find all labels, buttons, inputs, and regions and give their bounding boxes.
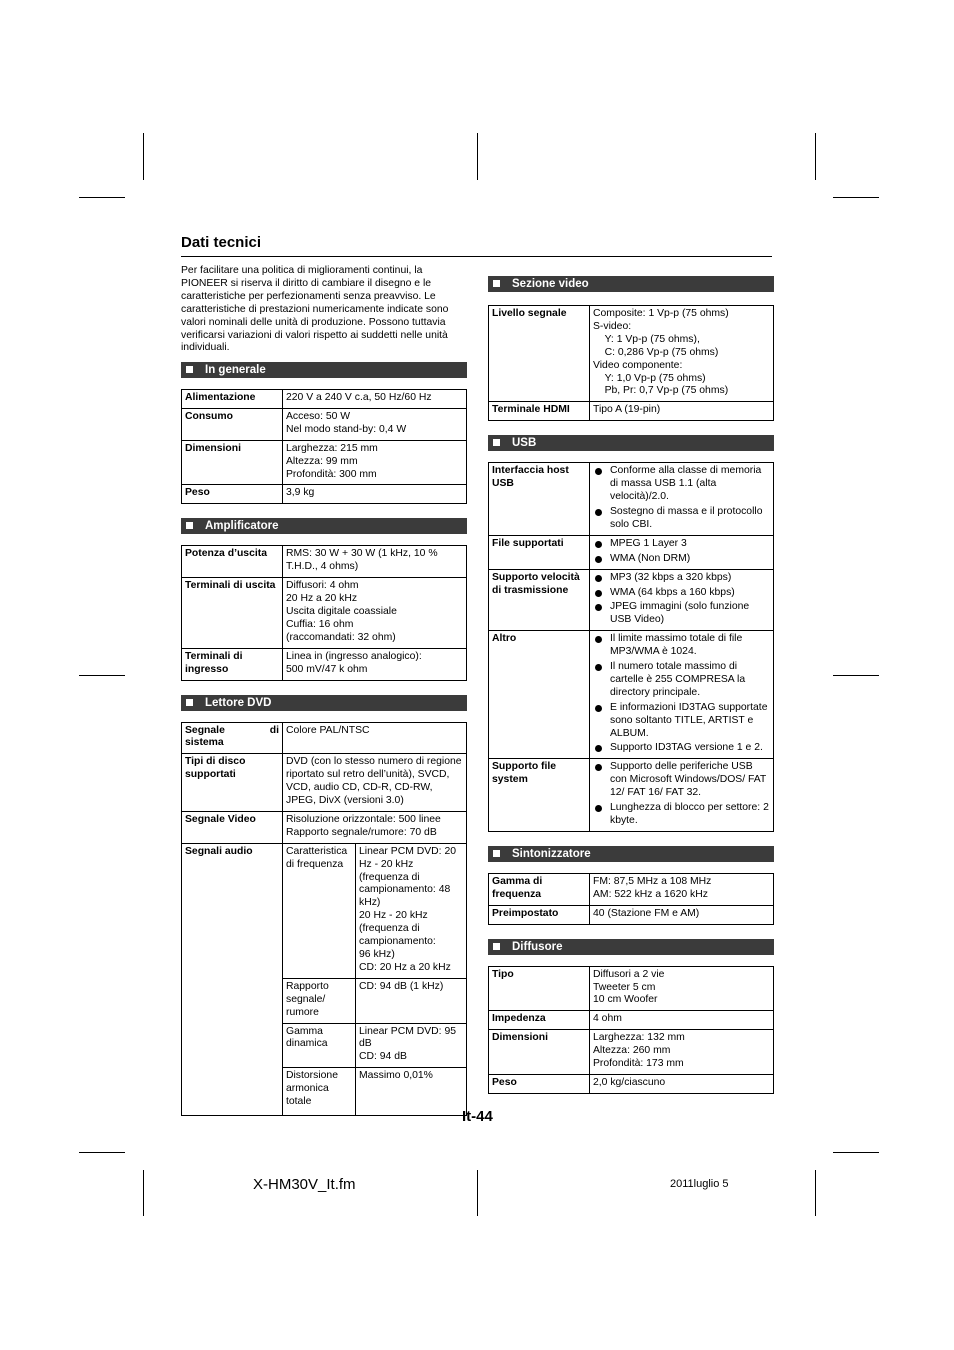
- crop-mark: [833, 675, 879, 676]
- table-row: Impedenza 4 ohm: [489, 1011, 774, 1030]
- bullet-list: [593, 538, 770, 566]
- list-item: Il limite massimo totale di file MP3/WMA è 1024.: [593, 633, 770, 659]
- list-item: MPEG 1 Layer 3: [593, 538, 770, 551]
- list-item: Lunghezza di blocco per settore: 2 kbyte.: [593, 802, 770, 828]
- section-heading-tuner: Sintonizzatore: [488, 846, 774, 862]
- bullet-list: [593, 465, 770, 532]
- table-row: File supportati MPEG 1 Layer 3 WMA (Non DRM): [489, 535, 774, 569]
- square-bullet-icon: [493, 850, 500, 857]
- section-heading-speaker: Diffusore: [488, 939, 774, 955]
- list-item: Il numero totale massimo di cartelle è 255 COMPRESA la directory principale.: [593, 661, 770, 700]
- square-bullet-icon: [493, 943, 500, 950]
- table-row: Terminale HDMI Tipo A (19-pin): [489, 402, 774, 421]
- right-column: [488, 276, 774, 1094]
- list-item: Supporto delle periferiche USB con Microsoft Windows/DOS/ FAT 12/ FAT 16/ FAT 32.: [593, 761, 770, 800]
- table-row: Tipo Diffusori a 2 vie Tweeter 5 cm 10 cm Woofer: [489, 966, 774, 1011]
- table-row: Consumo Acceso: 50 W Nel modo stand-by: 0,4 W: [182, 408, 467, 440]
- square-bullet-icon: [186, 699, 193, 706]
- table-row: Altro Il limite massimo totale di file MP3/WMA è 1024. Il numero totale massimo di cartelle è 255 COMPRESA la directory principale. E informazioni ID3TAG supportate sono soltanto TITLE, ARTIST e ALBUM. Supporto ID3TAG versione 1 e 2.: [489, 631, 774, 759]
- table-row: Rapporto segnale/ rumore CD: 94 dB (1 kHz): [182, 978, 467, 1023]
- table-row: Interfaccia host USB Conforme alla classe di memoria di massa USB 1.1 (alta velocità)/2.0. Sostegno di massa e il protocollo solo CBI.: [489, 463, 774, 536]
- section-heading-dvd: Lettore DVD: [181, 695, 467, 711]
- table-row: Terminali di ingresso Linea in (ingresso analogico): 500 mV/47 k ohm: [182, 648, 467, 680]
- table-row: Preimpostato 40 (Stazione FM e AM): [489, 905, 774, 924]
- title-rule: [181, 256, 772, 257]
- list-item: Conforme alla classe di memoria di massa USB 1.1 (alta velocità)/2.0.: [593, 465, 770, 504]
- table-row: Potenza d’uscita RMS: 30 W + 30 W (1 kHz, 10 % T.H.D., 4 ohms): [182, 546, 467, 578]
- crop-mark: [815, 1170, 816, 1216]
- crop-mark: [477, 133, 478, 180]
- table-row: Segnale Video Risoluzione orizzontale: 500 linee Rapporto segnale/rumore: 70 dB: [182, 811, 467, 843]
- general-spec-table: [181, 389, 467, 504]
- intro-paragraph: Per facilitare una politica di miglioramenti continui, la PIONEER si riserva il diritto di cambiare il disegno e le caratteristiche per perfezionamenti senza preavviso. Le caratteristiche di prestazioni numericamente indicate sono valori nominali delle unità di produzione. Possono tuttavia verificarsi variazioni di valori rispetto ai suddetti nelle unità individuali.: [181, 265, 449, 354]
- list-item: JPEG immagini (solo funzione USB Video): [593, 601, 770, 627]
- crop-mark: [815, 133, 816, 180]
- crop-mark: [833, 1152, 879, 1153]
- crop-mark: [477, 1170, 478, 1216]
- table-row: Segnali audio Caratteristica di frequenza Linear PCM DVD: 20 Hz - 20 kHz (frequenza di campionamento: 48 kHz) 20 Hz - 20 kHz (frequenza di campionamento: 96 kHz) CD: 20 Hz a 20 kHz: [182, 843, 467, 978]
- table-row: Distorsione armonica totale Massimo 0,01%: [182, 1068, 467, 1116]
- crop-mark: [833, 197, 879, 198]
- table-row: Peso 2,0 kg/ciascuno: [489, 1074, 774, 1093]
- list-item: WMA (64 kbps a 160 kbps): [593, 587, 770, 600]
- crop-mark: [143, 1170, 144, 1216]
- amplifier-spec-table: [181, 545, 467, 680]
- section-heading-video: Sezione video: [488, 276, 774, 292]
- section-heading-amplifier: Amplificatore: [181, 518, 467, 534]
- speaker-spec-table: [488, 966, 774, 1094]
- video-spec-table: [488, 305, 774, 421]
- section-heading-general: In generale: [181, 362, 467, 378]
- square-bullet-icon: [493, 439, 500, 446]
- table-row: Supporto velocità di trasmissione MP3 (32 kbps a 320 kbps) WMA (64 kbps a 160 kbps) JPEG immagini (solo funzione USB Video): [489, 569, 774, 631]
- table-row: Peso 3,9 kg: [182, 485, 467, 504]
- footer-filename: X-HM30V_It.fm: [253, 1176, 356, 1193]
- square-bullet-icon: [493, 280, 500, 287]
- left-column: [181, 362, 467, 1116]
- usb-spec-table: [488, 462, 774, 832]
- footer-date: 2011luglio 5: [670, 1178, 729, 1190]
- crop-mark: [79, 675, 125, 676]
- list-item: WMA (Non DRM): [593, 553, 770, 566]
- section-heading-usb: USB: [488, 435, 774, 451]
- list-item: E informazioni ID3TAG supportate sono soltanto TITLE, ARTIST e ALBUM.: [593, 702, 770, 741]
- table-row: Segnale di sistema Colore PAL/NTSC: [182, 722, 467, 754]
- table-row: Dimensioni Larghezza: 215 mm Altezza: 99 mm Profondità: 300 mm: [182, 440, 467, 485]
- crop-mark: [79, 197, 125, 198]
- bullet-list: [593, 761, 770, 828]
- table-row: Gamma di frequenza FM: 87,5 MHz a 108 MHz AM: 522 kHz a 1620 kHz: [489, 873, 774, 905]
- list-item: Supporto ID3TAG versione 1 e 2.: [593, 742, 770, 755]
- tuner-spec-table: [488, 873, 774, 925]
- square-bullet-icon: [186, 522, 193, 529]
- table-row: Supporto file system Supporto delle periferiche USB con Microsoft Windows/DOS/ FAT 12/ FAT 16/ FAT 32. Lunghezza di blocco per settore: 2 kbyte.: [489, 759, 774, 832]
- table-row: Tipi di disco supportati DVD (con lo stesso numero di regione riportato sul retro dell’unità), SVCD, VCD, audio CD, CD-R, CD-RW, JPEG, DivX (versioni 3.0): [182, 754, 467, 812]
- table-row: Dimensioni Larghezza: 132 mm Altezza: 260 mm Profondità: 173 mm: [489, 1030, 774, 1075]
- table-row: Terminali di uscita Diffusori: 4 ohm 20 Hz a 20 kHz Uscita digitale coassiale Cuffia: 16 ohm (raccomandati: 32 ohm): [182, 578, 467, 649]
- table-row: Livello segnale Composite: 1 Vp-p (75 ohms) S-video: Y: 1 Vp-p (75 ohms), C: 0,286 Vp-p (75 ohms) Video componente: Y: 1,0 Vp-p (75 ohms) Pb, Pr: 0,7 Vp-p (75 ohms): [489, 306, 774, 402]
- crop-mark: [143, 133, 144, 180]
- square-bullet-icon: [186, 366, 193, 373]
- page-number: It-44: [462, 1108, 493, 1125]
- crop-mark: [79, 1152, 125, 1153]
- page-title: Dati tecnici: [181, 234, 262, 251]
- table-row: Gamma dinamica Linear PCM DVD: 95 dB CD: 94 dB: [182, 1023, 467, 1068]
- table-row: Alimentazione 220 V a 240 V c.a, 50 Hz/60 Hz: [182, 390, 467, 409]
- bullet-list: [593, 572, 770, 628]
- bullet-list: [593, 633, 770, 755]
- list-item: Sostegno di massa e il protocollo solo CBI.: [593, 506, 770, 532]
- list-item: MP3 (32 kbps a 320 kbps): [593, 572, 770, 585]
- dvd-spec-table: [181, 722, 467, 1116]
